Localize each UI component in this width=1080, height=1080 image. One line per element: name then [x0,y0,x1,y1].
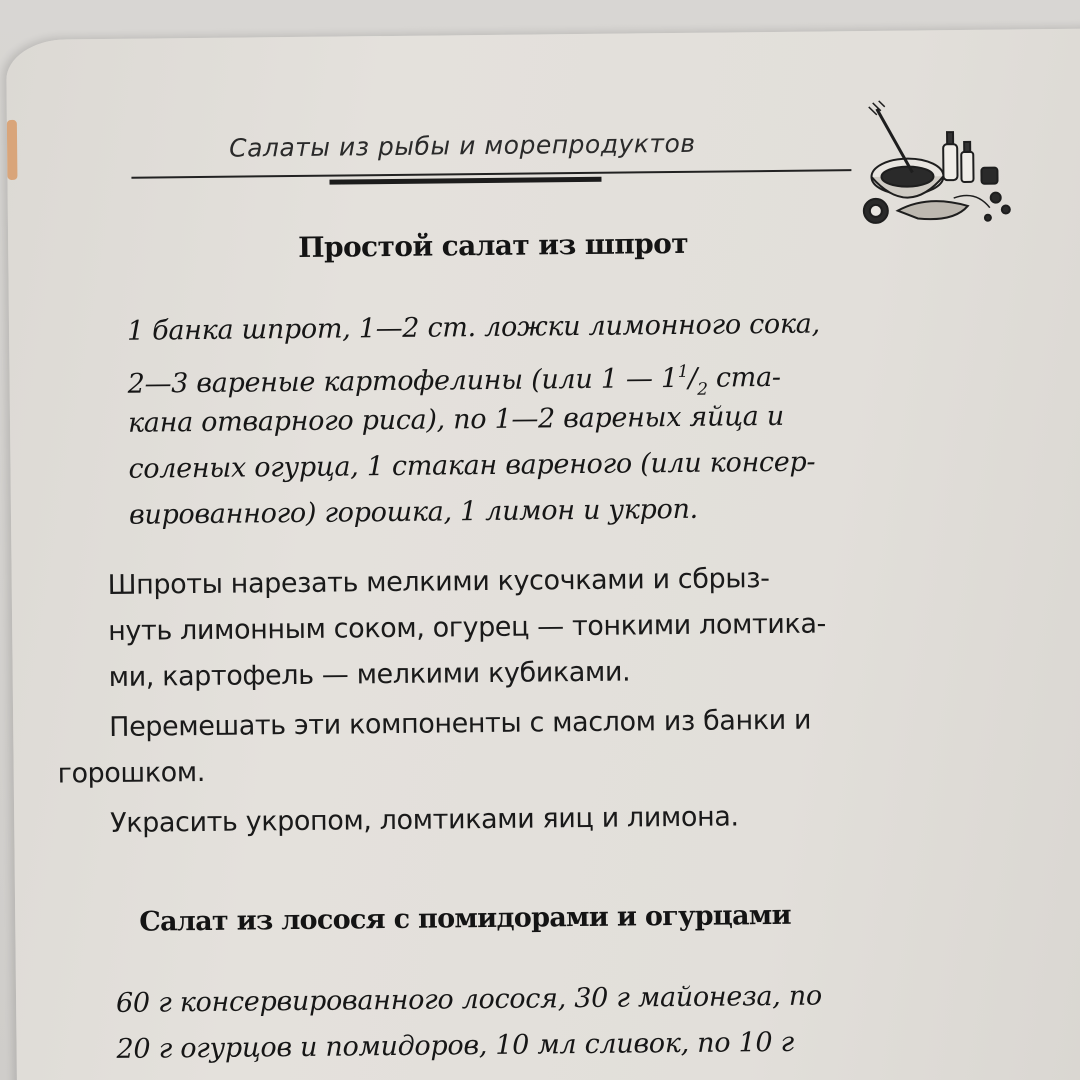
ingredients-line: 1 банка шпрот, 1—2 ст. ложки лимонного сока, [126,308,820,347]
ingredients-line: соленых огурца, 1 стакан вареного (или консер- [128,446,816,485]
fraction-numerator: 1 [677,361,689,382]
running-head: Салаты из рыбы и морепродуктов [228,128,696,163]
instruction-paragraph [110,794,739,847]
ingredients-line-tail: ста- [707,361,781,394]
instruction-line: нуть лимонным соком, огурец — тонкими ломтика- [108,608,827,647]
fraction-denominator: 2 [697,379,708,400]
instruction-line: Шпроты нарезать мелкими кусочками и сбрыз- [107,563,770,601]
ingredients-list [127,301,822,538]
instruction-paragraph [107,555,826,701]
ingredients-line: 20 г огурцов и помидоров, 10 мл сливок, по 10 г [116,1026,795,1065]
instruction-paragraph [57,698,812,798]
page-edge [7,120,18,180]
recipe-title: Простой салат из шпрот [298,226,689,264]
recipe-title: Салат из лосося с помидорами и огурцами [139,899,792,938]
ingredients-line-text: 2—3 вареные картофелины (или 1 — 1 [127,362,678,400]
kitchen-utensils-icon [857,97,1018,229]
instruction-line: Украсить укропом, ломтиками яиц и лимона. [110,801,739,839]
instruction-line: ми, картофель — мелкими кубиками. [108,656,631,693]
fraction-slash: / [688,362,698,394]
instruction-line: Перемешать эти компоненты с маслом из банки и [109,704,812,743]
ingredients-line: вированного) горошка, 1 лимон и укроп. [128,493,699,531]
ingredients-line [127,347,820,400]
ingredients-line: кана отварного риса), по 1—2 вареных яйца и [127,400,785,439]
instruction-line: горошком. [57,756,206,790]
book-page [6,28,1080,1080]
ingredients-list [116,974,823,1073]
ingredients-line: 60 г консервированного лосося, 30 г майонеза, по [115,980,822,1019]
header-rule-accent [329,177,601,185]
